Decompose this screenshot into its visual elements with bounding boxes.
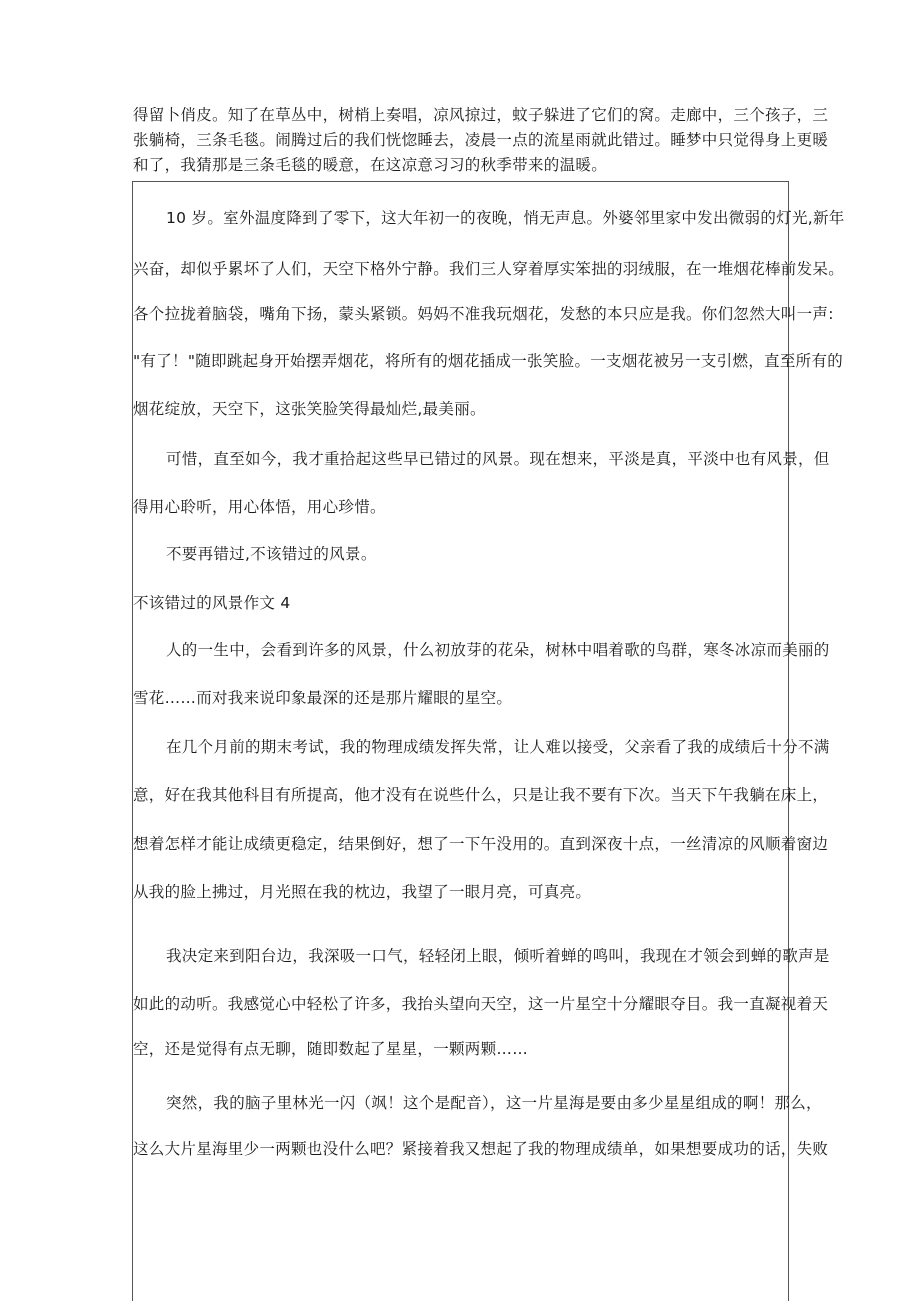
text-line: 空，还是觉得有点无聊，随即数起了星星，一颗两颗…… [133, 1040, 529, 1058]
text-line: 突然，我的脑子里林光一闪（飒！这个是配音），这一片星海是要由多少星星组成的啊！那么， [166, 1094, 822, 1112]
carryover-paragraph [133, 103, 829, 178]
text-line: 10 岁。室外温度降到了零下，这大年初一的夜晚，悄无声息。外婆邻里家中发出微弱的灯光,新年 [166, 209, 845, 227]
section-heading: 不该错过的风景作文 4 [133, 594, 291, 612]
text-line: 得留卜俏皮。知了在草丛中，树梢上奏唱，凉风掠过，蚊子躲进了它们的窝。走廊中，三个孩子，三 [133, 106, 829, 124]
text-line: 想着怎样才能让成绩更稳定，结果倒好，想了一下午没用的。直到深夜十点，一丝清凉的风顺着窗边 [133, 835, 829, 853]
text-line: 张躺椅，三条毛毯。闹腾过后的我们恍惚睡去，凌晨一点的流星雨就此错过。睡梦中只觉得身上更暖 [133, 131, 829, 149]
text-line: 雪花……而对我来说印象最深的还是那片耀眼的星空。 [133, 689, 513, 707]
text-line: 得用心聆听，用心体悟，用心珍惜。 [133, 498, 386, 516]
text-line: "有了！"随即跳起身开始摆弄烟花，将所有的烟花插成一张笑脸。一支烟花被另一支引燃，直至所有的 [133, 352, 844, 370]
text-line: 可惜，直至如今，我才重拾起这些早已错过的风景。现在想来，平淡是真，平淡中也有风景，但 [166, 450, 830, 468]
text-line: 人的一生中，会看到许多的风景，什么初放芽的花朵，树林中唱着歌的鸟群，寒冬冰凉而美丽的 [166, 641, 830, 659]
text-line: 各个拉拢着脑袋，嘴角下扬，蒙头紧锁。妈妈不准我玩烟花，发愁的本只应是我。你们忽然大叫一声: [133, 305, 834, 323]
bordered-text-box [132, 181, 845, 1301]
text-line: 我决定来到阳台边，我深吸一口气，轻轻闭上眼，倾听着蝉的鸣叫，我现在才领会到蝉的歌声是 [166, 947, 830, 965]
closing-line: 不要再错过,不该错过的风景。 [166, 545, 377, 563]
text-line: 在几个月前的期末考试，我的物理成绩发挥失常，让人难以接受，父亲看了我的成绩后十分不满 [166, 738, 830, 756]
text-line: 意，好在我其他科目有所提高，他才没有在说些什么，只是让我不要有下次。当天下午我躺在床上， [133, 786, 829, 804]
text-line: 兴奋，却似乎累坏了人们，天空下格外宁静。我们三人穿着厚实笨拙的羽绒服，在一堆烟花棒前发呆。 [133, 260, 845, 278]
text-line: 和了，我猜那是三条毛毯的暖意，在这凉意习习的秋季带来的温暖。 [133, 156, 608, 174]
text-line: 如此的动听。我感觉心中轻松了许多，我抬头望向天空，这一片星空十分耀眼夺目。我一直凝视着天 [133, 995, 829, 1013]
text-line: 烟花绽放，天空下，这张笑脸笑得最灿烂,最美丽。 [133, 400, 486, 418]
text-line: 这么大片星海里少一两颗也没什么吧？紧接着我又想起了我的物理成绩单，如果想要成功的话，失败 [133, 1140, 829, 1158]
text-line: 从我的脸上拂过，月光照在我的枕边，我望了一眼月亮，可真亮。 [133, 883, 592, 901]
